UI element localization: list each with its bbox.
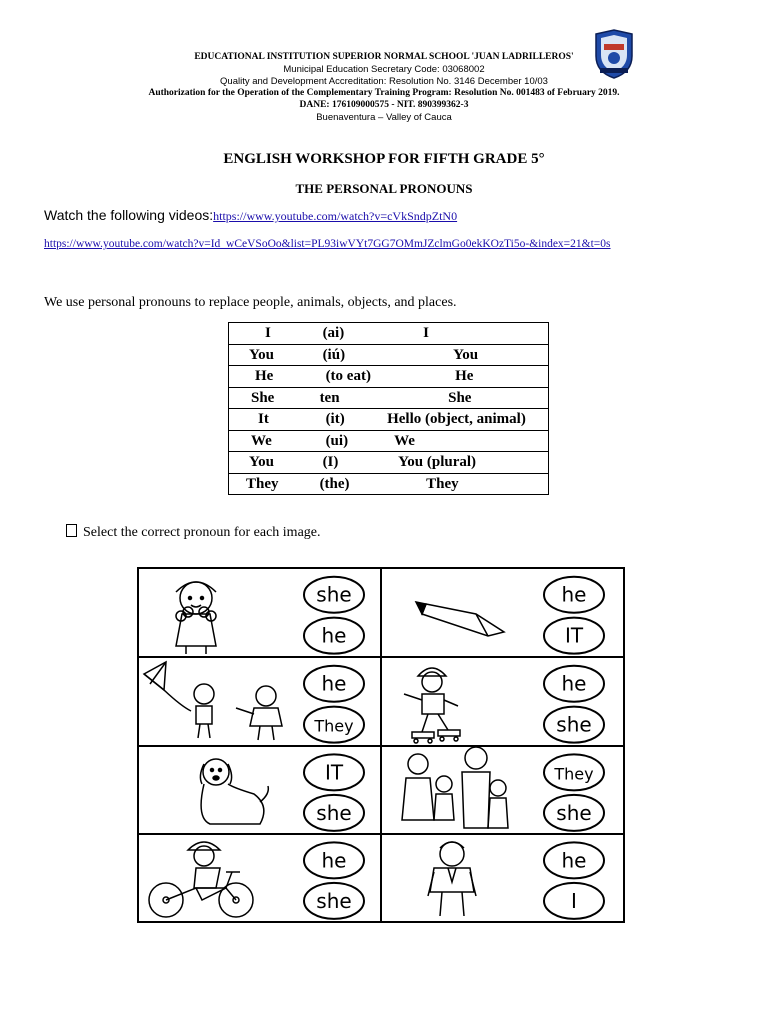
pronoun-word: They: [246, 475, 279, 492]
option-he-bubble[interactable]: [544, 666, 604, 702]
pronunciation: (ai): [322, 325, 345, 341]
option-she-bubble[interactable]: [544, 707, 604, 743]
accreditation: Quality and Development Accreditation: Resolution No. 3146 December 10/03: [220, 76, 548, 87]
option-it-bubble[interactable]: [544, 618, 604, 654]
option-they-bubble[interactable]: [304, 707, 364, 743]
exercise-instruction-line: [66, 524, 321, 541]
option-she-bubble[interactable]: [304, 795, 364, 831]
option-label: she: [316, 582, 352, 607]
option-label: I: [571, 888, 577, 913]
pronoun-row: [229, 409, 549, 431]
pronoun-row: [229, 344, 549, 366]
pronoun-meaning: We: [394, 432, 415, 449]
school-crest-logo: [592, 28, 636, 80]
option-it-bubble[interactable]: [304, 754, 364, 790]
pronunciation: (the): [319, 475, 350, 492]
intro-text: We use personal pronouns to replace people, animals, objects, and places.: [44, 295, 457, 310]
option-he-bubble[interactable]: [544, 842, 604, 878]
option-label: he: [561, 582, 587, 607]
pronoun-row: [229, 452, 549, 474]
option-he-bubble[interactable]: [544, 577, 604, 613]
authorization: Authorization for the Operation of the Complementary Training Program: Resolution No. 001483 of February 2019.: [148, 88, 620, 98]
pronoun-word: He: [255, 368, 274, 384]
option-label: she: [316, 888, 352, 913]
option-label: she: [556, 800, 592, 825]
exercise-instruction: Select the correct pronoun for each image.: [83, 525, 321, 540]
pronoun-word: You: [249, 454, 275, 470]
checkbox-bullet-icon: [66, 524, 77, 537]
option-he-bubble[interactable]: [304, 666, 364, 702]
pronoun-worksheet: [136, 566, 626, 924]
pronoun-row: [229, 473, 549, 495]
secretary-code: Municipal Education Secretary Code: 03068002: [283, 64, 485, 75]
dane-nit: DANE: 176109000575 - NIT. 890399362-3: [299, 100, 469, 110]
pronoun-word: She: [251, 389, 275, 406]
option-she-bubble[interactable]: [544, 795, 604, 831]
pronoun-meaning: He: [455, 368, 474, 384]
option-label: IT: [564, 623, 584, 648]
option-label: They: [314, 716, 354, 736]
pronoun-word: I: [265, 325, 271, 341]
location: Buenaventura – Valley of Cauca: [316, 112, 452, 123]
video-link-1[interactable]: https://www.youtube.com/watch?v=cVkSndpZtN0: [213, 209, 458, 223]
video-link-2[interactable]: https://www.youtube.com/watch?v=Id_wCeVSoOo&list=PL93iwVYt7GG7OMmJZclmGo0ekKOzTi5o-&index=21&t=0s: [44, 238, 611, 250]
videos-label: Watch the following videos:: [44, 207, 214, 223]
option-label: she: [556, 712, 592, 737]
option-she-bubble[interactable]: [304, 577, 364, 613]
pronoun-row: [229, 430, 549, 452]
option-he-bubble[interactable]: [304, 618, 364, 654]
option-label: she: [316, 800, 352, 825]
pronunciation: (ui): [325, 432, 349, 449]
pronoun-meaning: She: [448, 389, 472, 406]
option-label: he: [561, 848, 587, 873]
option-label: he: [321, 848, 347, 873]
option-i-bubble[interactable]: [544, 883, 604, 919]
pronoun-word: It: [258, 411, 269, 427]
workshop-subtitle: THE PERSONAL PRONOUNS: [295, 181, 473, 196]
pronoun-meaning: They: [426, 475, 459, 492]
pronoun-table: [228, 322, 549, 495]
pronunciation: ten: [319, 389, 340, 406]
pronoun-word: You: [249, 346, 275, 363]
pronunciation: (to eat): [325, 368, 371, 384]
option-label: he: [561, 671, 587, 696]
option-label: he: [321, 623, 347, 648]
pronoun-row: [229, 387, 549, 409]
institution-name: EDUCATIONAL INSTITUTION SUPERIOR NORMAL SCHOOL 'JUAN LADRILLEROS': [194, 52, 574, 62]
option-they-bubble[interactable]: [544, 754, 604, 790]
option-label: They: [554, 764, 594, 784]
pronoun-word: We: [251, 432, 272, 449]
pronunciation: (it): [325, 411, 345, 427]
option-label: IT: [324, 760, 344, 785]
pronoun-meaning: Hello (object, animal): [387, 411, 526, 427]
pronoun-meaning: You (plural): [398, 454, 477, 470]
option-label: he: [321, 671, 347, 696]
pronunciation: (I): [322, 454, 339, 470]
option-he-bubble[interactable]: [304, 842, 364, 878]
videos-line: [44, 207, 495, 225]
pronoun-meaning: I: [423, 325, 429, 341]
pronoun-row: [229, 323, 549, 345]
option-she-bubble[interactable]: [304, 883, 364, 919]
pronoun-row: [229, 366, 549, 388]
pronoun-meaning: You: [453, 346, 479, 363]
pronunciation: (iú): [322, 346, 346, 363]
workshop-title: ENGLISH WORKSHOP FOR FIFTH GRADE 5°: [223, 151, 545, 167]
